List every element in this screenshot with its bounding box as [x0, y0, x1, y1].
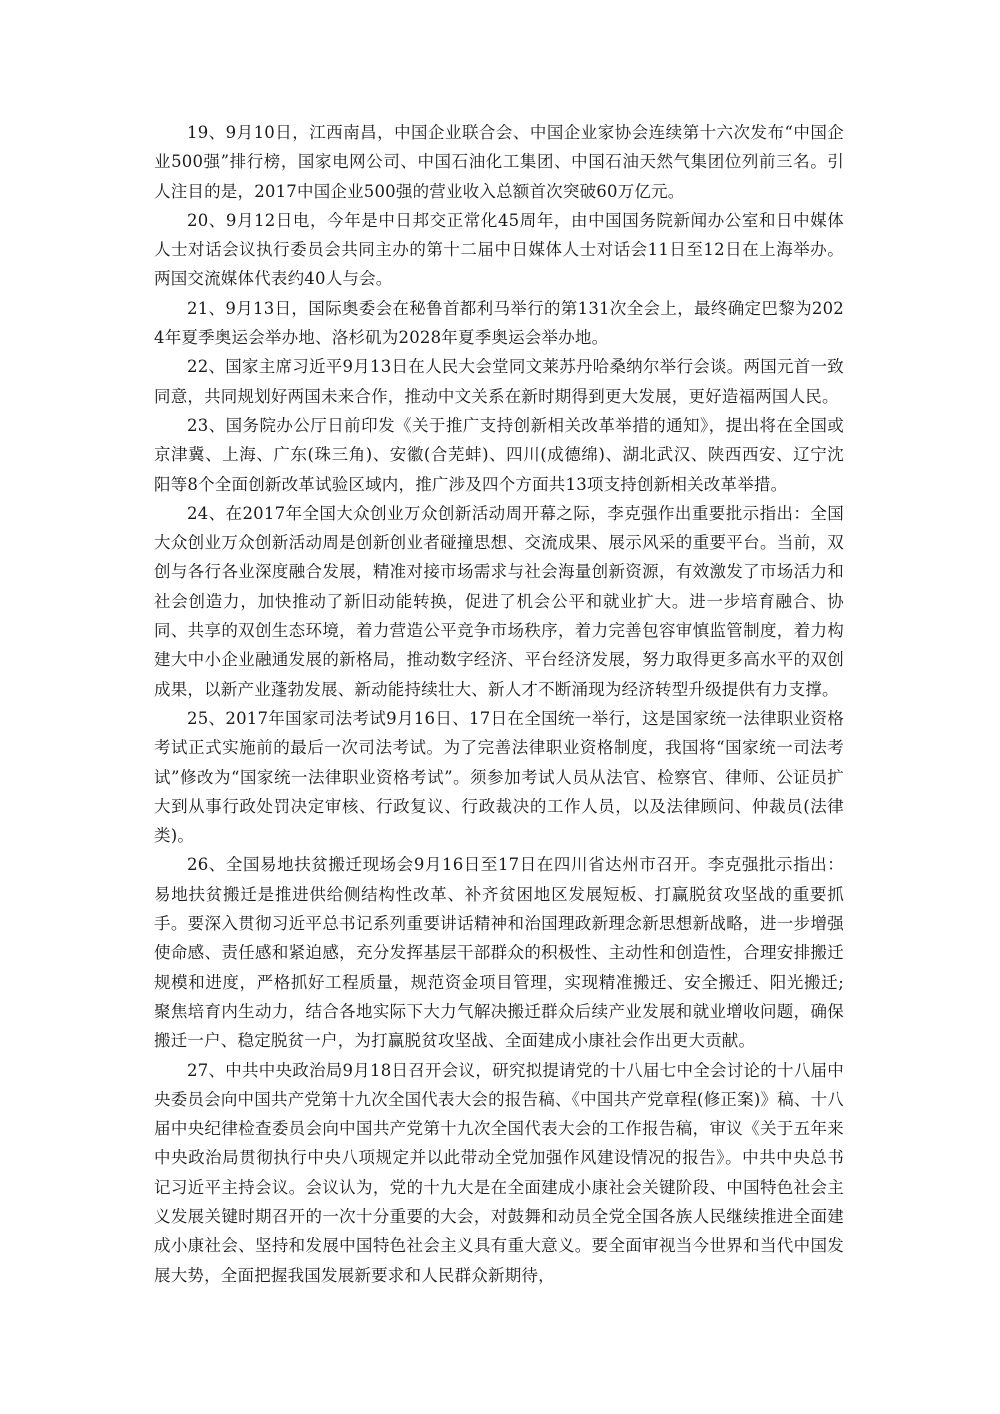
paragraph-21: 21、9月13日，国际奥委会在秘鲁首都利马举行的第131次全会上，最终确定巴黎为2024年夏季奥运会举办地、洛杉矶为2028年夏季奥运会举办地。 — [154, 298, 844, 348]
paragraph-26: 26、全国易地扶贫搬迁现场会9月16日至17日在四川省达州市召开。李克强批示指出：易地扶贫搬迁是推进供给侧结构性改革、补齐贫困地区发展短板、打赢脱贫攻坚战的重要抓手。要深入贯彻习近平总书记系列重要讲话精神和治国理政新理念新思想新战略，进一步增强使命感、责任感和紧迫感，充分发挥基层干部群众的积极性、主动性和创造性，合理安排搬迁规模和进度，严格抓好工程质量，规范资金项目管理，实现精准搬迁、安全搬迁、阳光搬迁;聚焦培育内生动力，结合各地实际下大力气解决搬迁群众后续产业发展和就业增收问题，确保搬迁一户、稳定脱贫一户，为打赢脱贫攻坚战、全面建成小康社会作出更大贡献。 — [154, 855, 844, 1051]
paragraph-22: 22、国家主席习近平9月13日在人民大会堂同文莱苏丹哈桑纳尔举行会谈。两国元首一致同意，共同规划好两国未来合作，推动中文关系在新时期得到更大发展，更好造福两国人民。 — [154, 357, 844, 406]
paragraph-25: 25、2017年国家司法考试9月16日、17日在全国统一举行，这是国家统一法律职业资格考试正式实施前的最后一次司法考试。为了完善法律职业资格制度，我国将“国家统一司法考试”修改为“国家统一法律职业资格考试”。须参加考试人员从法官、检察官、律师、公证员扩大到从事行政处罚决定审核、行政复议、行政裁决的工作人员，以及法律顾问、仲裁员(法律类)。 — [154, 708, 844, 846]
paragraph-27: 27、中共中央政治局9月18日召开会议，研究拟提请党的十八届七中全会讨论的十八届中央委员会向中国共产党第十九次全国代表大会的报告稿、《中国共产党章程(修正案)》稿、十八届中央纪律检查委员会向中国共产党第十九次全国代表大会的工作报告稿，审议《关于五年来中央政治局贯彻执行中央八项规定并以此带动全党加强作风建设情况的报告》。中共中央总书记习近平主持会议。会议认为，党的十九大是在全面建成小康社会关键阶段、中国特色社会主义发展关键时期召开的一次十分重要的大会，对鼓舞和动员全党全国各族人民继续推进全面建成小康社会、坚持和发展中国特色社会主义具有重大意义。要全面审视当今世界和当代中国发展大势，全面把握我国发展新要求和人民群众新期待， — [154, 1060, 844, 1285]
paragraph-19: 19、9月10日，江西南昌，中国企业联合会、中国企业家协会连续第十六次发布“中国企业500强”排行榜，国家电网公司、中国石油化工集团、中国石油天然气集团位列前三名。引人注目的是，2017中国企业500强的营业收入总额首次突破60万亿元。 — [154, 123, 844, 201]
paragraph-24: 24、在2017年全国大众创业万众创新活动周开幕之际，李克强作出重要批示指出：全国大众创业万众创新活动周是创新创业者碰撞思想、交流成果、展示风采的重要平台。当前，双创与各行各业深度融合发展，精准对接市场需求与社会海量创新资源，有效激发了市场活力和社会创造力，加快推动了新旧动能转换，促进了机会公平和就业扩大。进一步培育融合、协同、共享的双创生态环境，着力营造公平竞争市场秩序，着力完善包容审慎监管制度，着力构建大中小企业融通发展的新格局，推动数字经济、平台经济发展，努力取得更多高水平的双创成果，以新产业蓬勃发展、新动能持续壮大、新人才不断涌现为经济转型升级提供有力支撑。 — [154, 503, 844, 699]
document-body — [154, 118, 844, 1290]
paragraph-23: 23、国务院办公厅日前印发《关于推广支持创新相关改革举措的通知》，提出将在全国或京津冀、上海、广东(珠三角)、安徽(合芜蚌)、四川(成德绵)、湖北武汉、陕西西安、辽宁沈阳等8个全面创新改革试验区域内，推广涉及四个方面共13项支持创新相关改革举措。 — [154, 415, 844, 494]
paragraph-20: 20、9月12日电，今年是中日邦交正常化45周年，由中国国务院新闻办公室和日中媒体人士对话会议执行委员会共同主办的第十二届中日媒体人士对话会11日至12日在上海举办。两国交流媒体代表约40人与会。 — [154, 210, 844, 289]
